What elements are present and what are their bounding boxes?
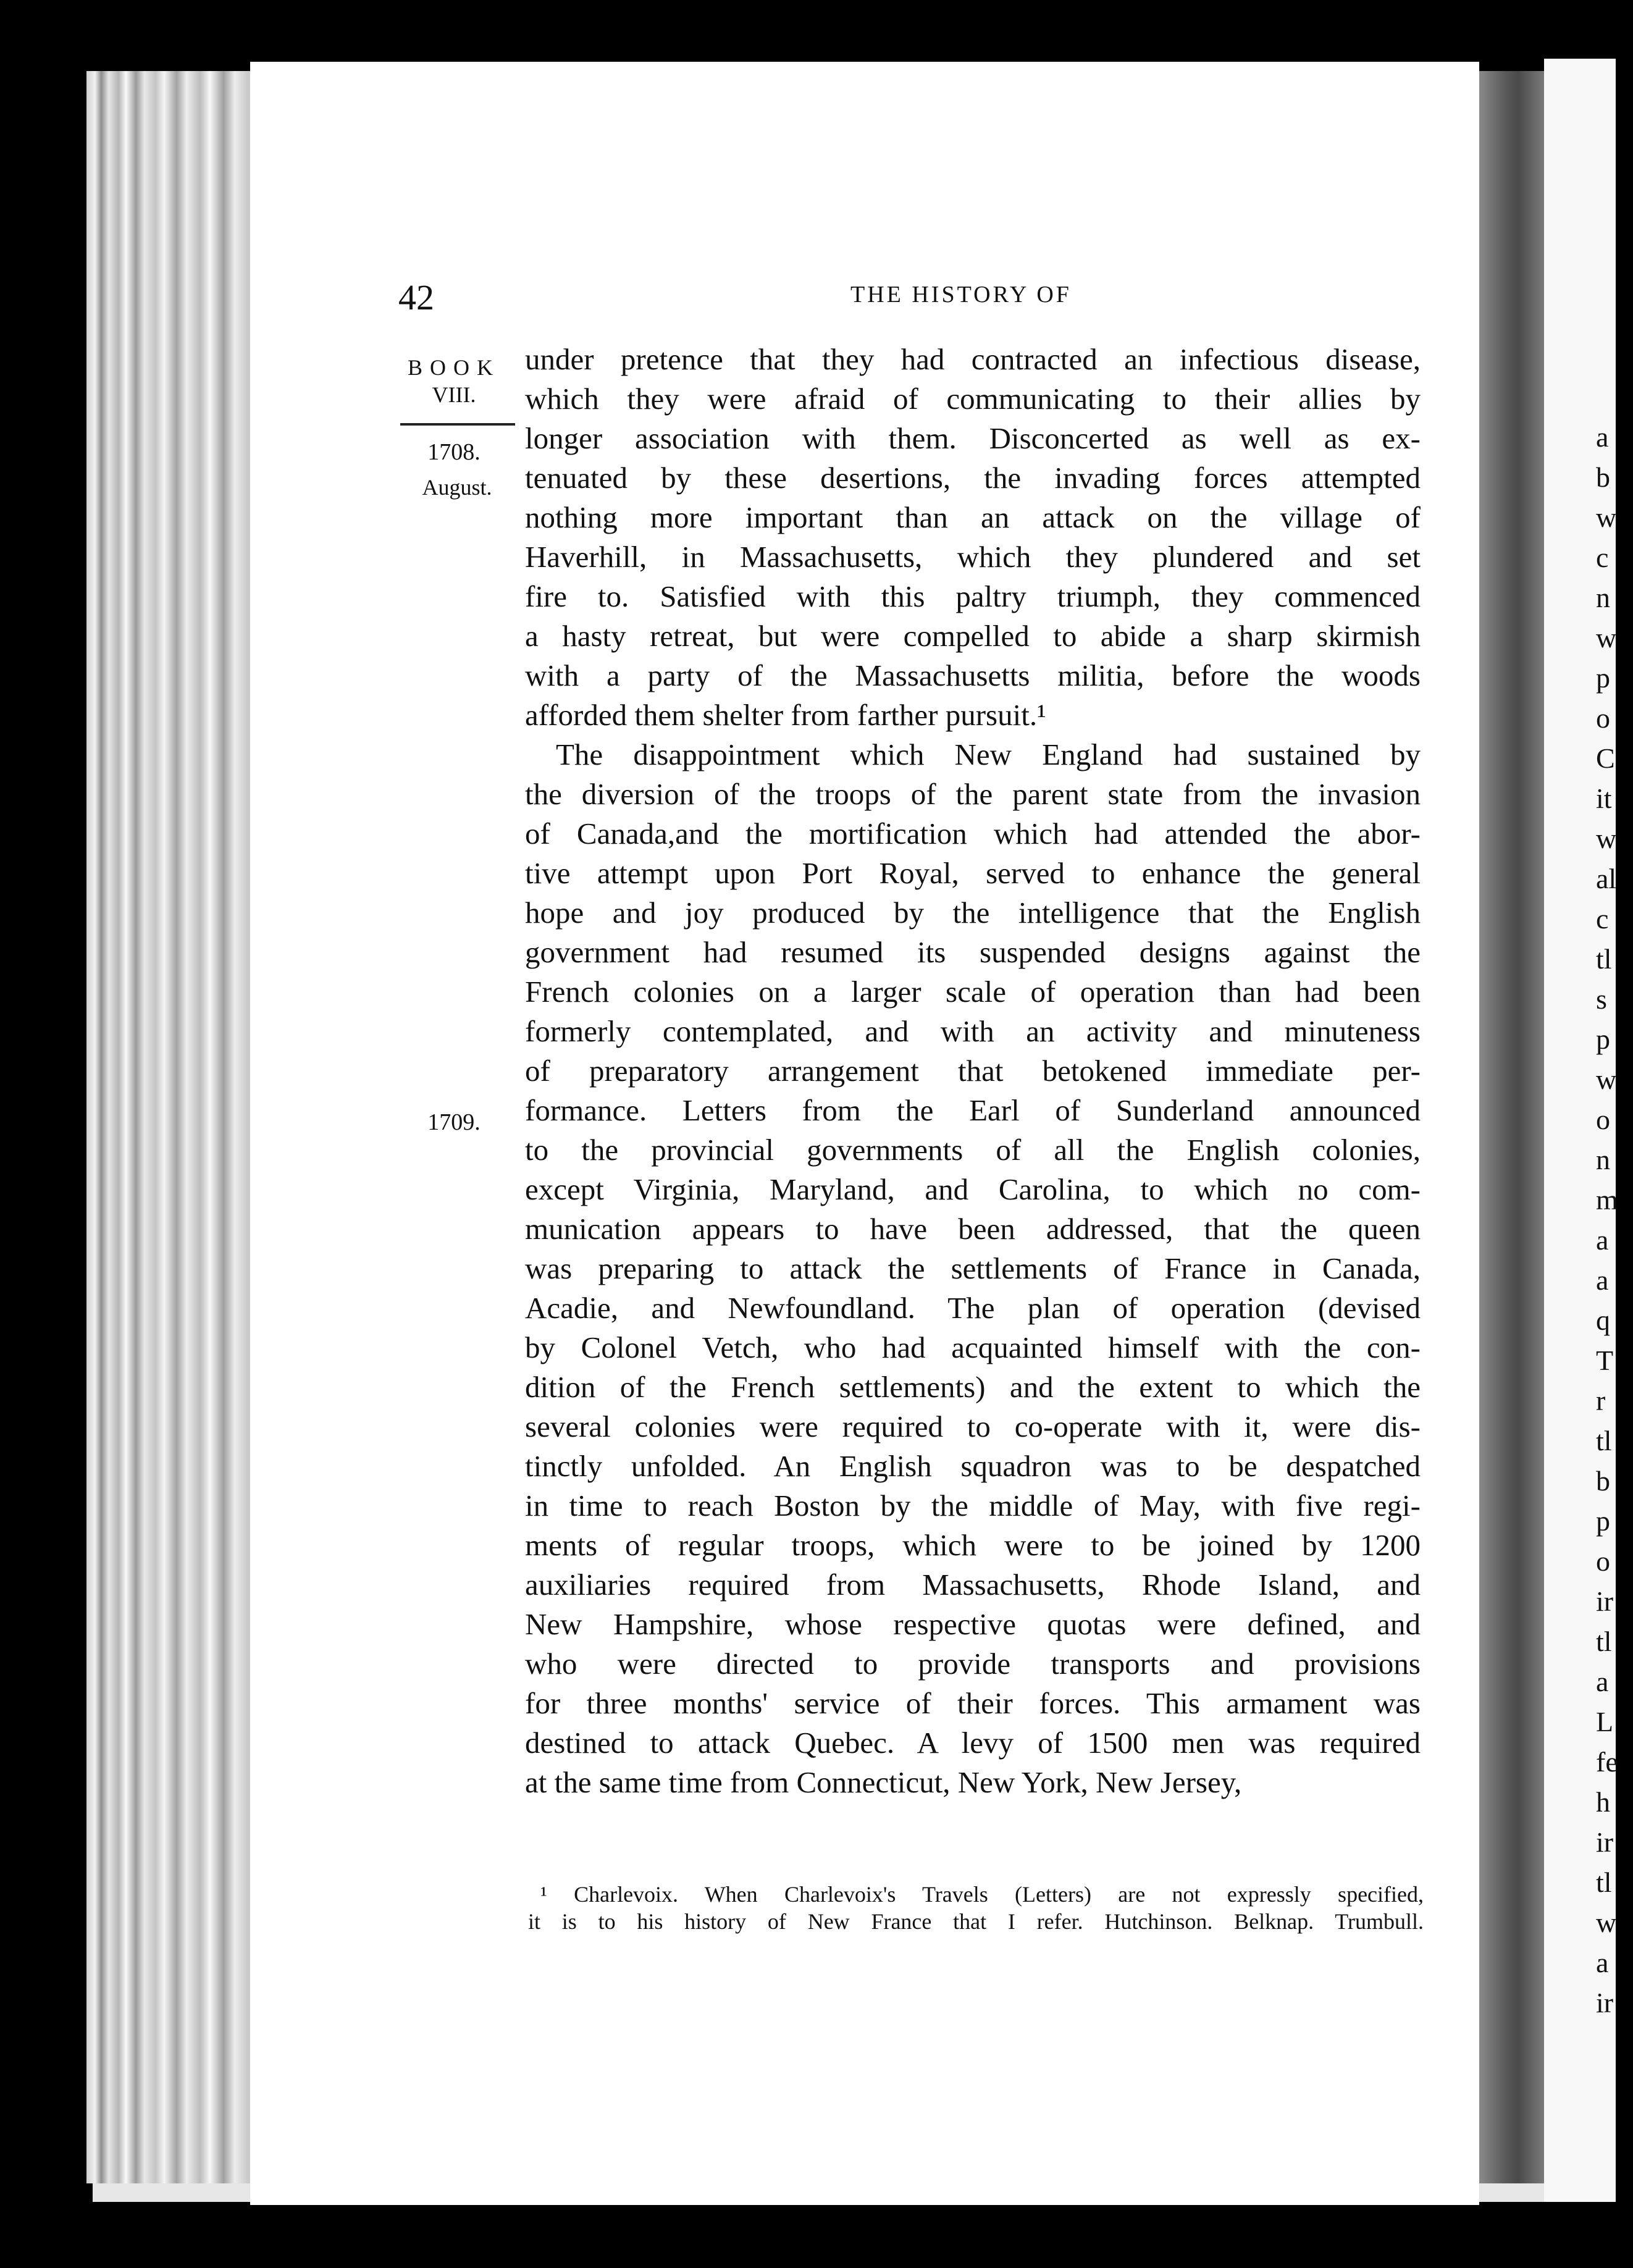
facing-page-fragment: p <box>1596 1023 1610 1055</box>
body-line: was preparing to attack the settlements of France in Canada, <box>525 1251 1421 1285</box>
facing-page-fragment: b <box>1596 1465 1610 1497</box>
facing-page-fragment: a <box>1596 1947 1609 1978</box>
facing-page-fragment: p <box>1596 662 1610 694</box>
facing-page-fragment: tl <box>1596 943 1612 975</box>
facing-page-fragment: tl <box>1596 1425 1612 1456</box>
body-line: in time to reach Boston by the middle of May, with five regi- <box>525 1489 1421 1522</box>
facing-page-fragment: r <box>1596 1385 1606 1416</box>
facing-page-fragment: T <box>1596 1345 1614 1376</box>
margin-year-1709: 1709. <box>427 1109 481 1135</box>
body-line: the diversion of the troops of the parent state from the invasion <box>525 777 1421 811</box>
margin-book-label: BOOK <box>407 355 500 380</box>
body-line: hope and joy produced by the intelligence that the English <box>525 896 1421 930</box>
facing-page-fragment: o <box>1596 702 1610 734</box>
body-line: New Hampshire, whose respective quotas were defined, and <box>525 1607 1421 1641</box>
body-line: government had resumed its suspended designs against the <box>525 935 1421 969</box>
body-line: which they were afraid of communicating to their allies by <box>525 382 1421 416</box>
facing-page-fragment: it <box>1596 783 1612 814</box>
facing-page-fragment: tl <box>1596 1867 1612 1898</box>
facing-page-fragment: q <box>1596 1304 1610 1336</box>
body-line: a hasty retreat, but were compelled to abide a sharp skirmish <box>525 619 1421 653</box>
body-text <box>525 340 1421 1802</box>
margin-volume-label: VIII. <box>432 382 476 407</box>
body-line: dition of the French settlements) and the extent to which the <box>525 1370 1421 1404</box>
footnote-line: it is to his history of New France that I refer. Hutchinson. Belknap. Trumbull. <box>528 1909 1424 1934</box>
body-line: munication appears to have been addressed, that the queen <box>525 1212 1421 1246</box>
facing-page-fragment: c <box>1596 903 1609 934</box>
body-line: The disappointment which New England had sustained by <box>556 737 1421 771</box>
facing-page-fragment: w <box>1596 823 1617 854</box>
facing-page-fragment: a <box>1596 1224 1609 1256</box>
facing-page-fragment: a <box>1596 1264 1609 1296</box>
running-title: THE HISTORY OF <box>850 282 1072 308</box>
body-line: for three months' service of their forces. This armament was <box>525 1686 1421 1720</box>
facing-page-fragment: b <box>1596 461 1610 493</box>
body-line: by Colonel Vetch, who had acquainted himself with the con- <box>525 1330 1421 1364</box>
body-line: fire to. Satisfied with this paltry triumph, they commenced <box>525 579 1421 613</box>
body-line: of preparatory arrangement that betokened immediate per- <box>525 1054 1421 1088</box>
body-line: longer association with them. Disconcerted as well as ex- <box>525 421 1421 455</box>
facing-page-fragment: o <box>1596 1545 1610 1577</box>
facing-page-fragment: a <box>1596 421 1609 453</box>
body-line: Haverhill, in Massachusetts, which they plundered and set <box>525 540 1421 574</box>
footnote-line: ¹ Charlevoix. When Charlevoix's Travels (Letters) are not expressly specified, <box>540 1882 1424 1907</box>
body-line: except Virginia, Maryland, and Carolina, to which no com- <box>525 1172 1421 1206</box>
body-line: who were directed to provide transports and provisions <box>525 1647 1421 1681</box>
page-number: 42 <box>398 277 434 317</box>
facing-page-fragment: n <box>1596 582 1610 613</box>
facing-page-fragment: w <box>1596 502 1617 533</box>
body-line: ments of regular troops, which were to be joined by 1200 <box>525 1528 1421 1562</box>
facing-page-fragment: a <box>1596 1666 1609 1697</box>
body-line: destined to attack Quebec. A levy of 1500 men was required <box>525 1726 1421 1760</box>
body-line: at the same time from Connecticut, New York, New Jersey, <box>525 1765 1242 1799</box>
body-line: French colonies on a larger scale of operation than had been <box>525 975 1421 1009</box>
body-line: afforded them shelter from farther pursuit.¹ <box>525 698 1046 732</box>
gutter-shadow <box>1479 71 1544 2183</box>
facing-page-fragment: c <box>1596 542 1609 573</box>
page-edge-stack <box>86 71 266 2183</box>
margin-year-1708: 1708. <box>427 439 481 465</box>
facing-page-text-fragments <box>1596 417 1633 2023</box>
margin-month: August. <box>422 475 492 500</box>
body-line: several colonies were required to co-operate with it, were dis- <box>525 1409 1421 1443</box>
facing-page-fragment: tl <box>1596 1626 1612 1657</box>
body-line: under pretence that they had contracted an infectious disease, <box>525 342 1421 376</box>
body-line: to the provincial governments of all the English colonies, <box>525 1133 1421 1167</box>
facing-page-fragment: fe <box>1596 1746 1618 1778</box>
facing-page <box>1544 59 1616 2202</box>
body-line: of Canada,and the mortification which had attended the abor- <box>525 817 1421 850</box>
body-line: tive attempt upon Port Royal, served to enhance the general <box>525 856 1421 890</box>
facing-page-fragment: h <box>1596 1786 1610 1818</box>
body-line: formance. Letters from the Earl of Sunderland announced <box>525 1093 1421 1127</box>
facing-page-fragment: s <box>1596 983 1607 1015</box>
facing-page-fragment: o <box>1596 1104 1610 1135</box>
facing-page-fragment: C <box>1596 742 1615 774</box>
body-line: tinctly unfolded. An English squadron was to be despatched <box>525 1449 1421 1483</box>
facing-page-fragment: m <box>1596 1184 1618 1216</box>
facing-page-fragment: w <box>1596 1907 1617 1938</box>
facing-page-fragment: ir <box>1596 1987 1614 2018</box>
facing-page-fragment: L <box>1596 1706 1614 1737</box>
facing-page-fragment: ir <box>1596 1586 1614 1617</box>
body-line: tenuated by these desertions, the invading forces attempted <box>525 461 1421 495</box>
facing-page-fragment: w <box>1596 1064 1617 1095</box>
facing-page-fragment: n <box>1596 1144 1610 1175</box>
body-line: with a party of the Massachusetts militia, before the woods <box>525 658 1421 692</box>
body-line: nothing more important than an attack on the village of <box>525 500 1421 534</box>
body-line: auxiliaries required from Massachusetts, Rhode Island, and <box>525 1568 1421 1602</box>
body-line: Acadie, and Newfoundland. The plan of operation (devised <box>525 1291 1421 1325</box>
facing-page-fragment: ir <box>1596 1826 1614 1858</box>
facing-page-fragment: al <box>1596 863 1617 894</box>
margin-rule <box>400 423 515 426</box>
facing-page-fragment: w <box>1596 622 1617 653</box>
footnote-block <box>528 1881 1424 1935</box>
body-line: formerly contemplated, and with an activity and minuteness <box>525 1014 1421 1048</box>
facing-page-fragment: p <box>1596 1505 1610 1537</box>
